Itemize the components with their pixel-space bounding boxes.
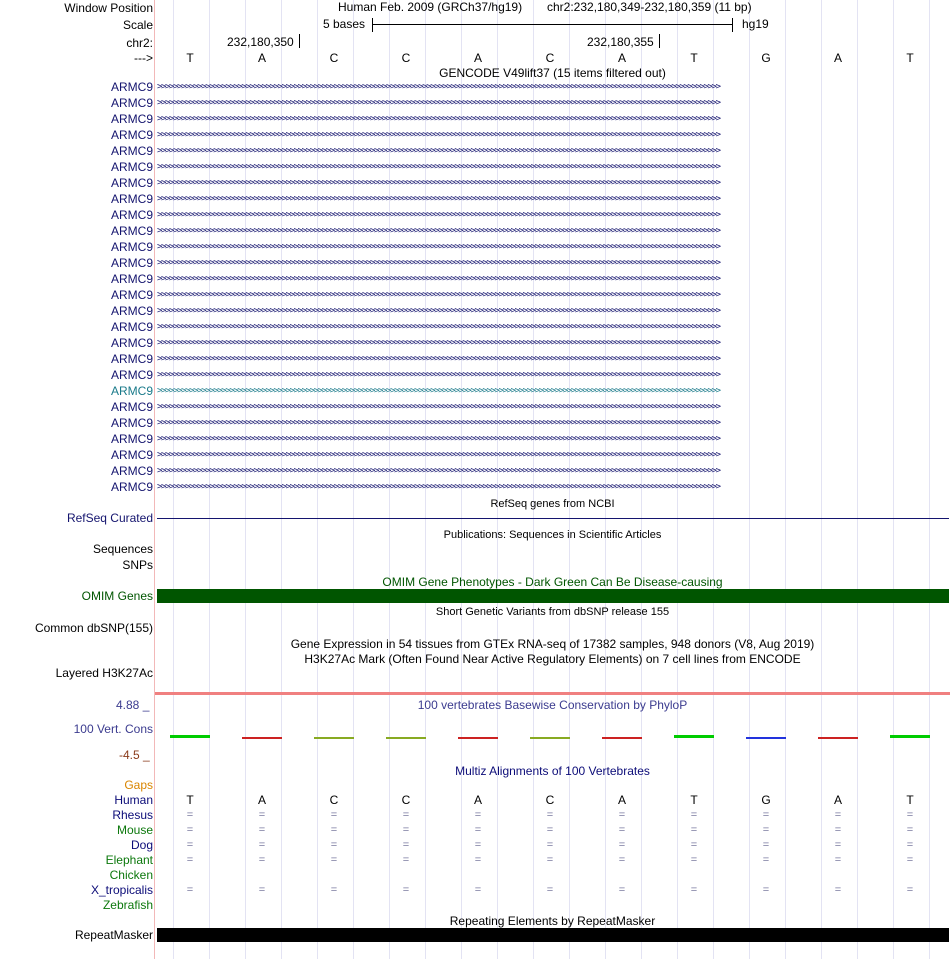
alignment-match: = [618,824,626,836]
coord-label-2: 232,180,355 [587,35,654,49]
alignment-match: = [762,809,770,821]
base-letter: A [473,51,482,65]
human-base-letter: C [401,793,411,807]
alignment-match: = [402,809,410,821]
dbsnp-label[interactable]: Common dbSNP(155) [34,621,153,635]
assembly-title: Human Feb. 2009 (GRCh37/hg19) [338,0,523,14]
alignment-match: = [762,839,770,851]
gencode-gene-model[interactable]: >>>>>>>>>>>>>>>>>>>>>>>>>>>>>>>>>>>>>>>>>>>>>>>>>>>>>>>>>>>>>>>>>>>>>>>>>>>>>>>>>>>>>>>>>>>>>>>>>>>>>>>>>>>>>>>>>>>>>>>>>>>>>>>>>>>>>>>>>>>> [157,242,720,252]
alignment-match: = [474,854,482,866]
publications-snps-label[interactable]: SNPs [122,558,153,572]
gencode-gene-model[interactable]: >>>>>>>>>>>>>>>>>>>>>>>>>>>>>>>>>>>>>>>>>>>>>>>>>>>>>>>>>>>>>>>>>>>>>>>>>>>>>>>>>>>>>>>>>>>>>>>>>>>>>>>>>>>>>>>>>>>>>>>>>>>>>>>>>>>>>>>>>>>> [157,434,720,444]
gencode-gene-label[interactable]: ARMC9 [110,480,153,494]
gencode-gene-model[interactable]: >>>>>>>>>>>>>>>>>>>>>>>>>>>>>>>>>>>>>>>>>>>>>>>>>>>>>>>>>>>>>>>>>>>>>>>>>>>>>>>>>>>>>>>>>>>>>>>>>>>>>>>>>>>>>>>>>>>>>>>>>>>>>>>>>>>>>>>>>>>> [157,114,720,124]
gencode-gene-label[interactable]: ARMC9 [110,192,153,206]
human-base-letter: C [329,793,339,807]
alignment-match: = [258,824,266,836]
base-letter: G [761,51,771,65]
alignment-match: = [906,824,914,836]
gencode-gene-label[interactable]: ARMC9 [110,448,153,462]
gencode-gene-model[interactable]: >>>>>>>>>>>>>>>>>>>>>>>>>>>>>>>>>>>>>>>>>>>>>>>>>>>>>>>>>>>>>>>>>>>>>>>>>>>>>>>>>>>>>>>>>>>>>>>>>>>>>>>>>>>>>>>>>>>>>>>>>>>>>>>>>>>>>>>>>>>> [157,354,720,364]
gridline [389,0,390,959]
gencode-gene-model[interactable]: >>>>>>>>>>>>>>>>>>>>>>>>>>>>>>>>>>>>>>>>>>>>>>>>>>>>>>>>>>>>>>>>>>>>>>>>>>>>>>>>>>>>>>>>>>>>>>>>>>>>>>>>>>>>>>>>>>>>>>>>>>>>>>>>>>>>>>>>>>>> [157,306,720,316]
gencode-gene-model[interactable]: >>>>>>>>>>>>>>>>>>>>>>>>>>>>>>>>>>>>>>>>>>>>>>>>>>>>>>>>>>>>>>>>>>>>>>>>>>>>>>>>>>>>>>>>>>>>>>>>>>>>>>>>>>>>>>>>>>>>>>>>>>>>>>>>>>>>>>>>>>>> [157,322,720,332]
alignment-match: = [402,854,410,866]
label-column-divider [154,0,155,959]
alignment-match: = [546,884,554,896]
alignment-match: = [690,884,698,896]
gridline [209,0,210,959]
gencode-gene-label[interactable]: ARMC9 [110,80,153,94]
multiz-species-label[interactable]: Zebrafish [102,898,153,912]
multiz-title: Multiz Alignments of 100 Vertebrates [455,764,650,778]
gridline [281,0,282,959]
phylop-score-mark [170,735,210,738]
strand-label: ---> [134,51,153,65]
alignment-match: = [546,854,554,866]
multiz-species-label[interactable]: Elephant [105,853,153,867]
gencode-gene-model[interactable]: >>>>>>>>>>>>>>>>>>>>>>>>>>>>>>>>>>>>>>>>>>>>>>>>>>>>>>>>>>>>>>>>>>>>>>>>>>>>>>>>>>>>>>>>>>>>>>>>>>>>>>>>>>>>>>>>>>>>>>>>>>>>>>>>>>>>>>>>>>>> [157,178,720,188]
gencode-gene-label[interactable]: ARMC9 [110,144,153,158]
base-letter: A [257,51,266,65]
alignment-match: = [330,809,338,821]
refseq-label[interactable]: RefSeq Curated [66,511,153,525]
alignment-match: = [834,839,842,851]
scale-bar [372,24,732,25]
scale-bar-left-cap [372,18,373,32]
base-letter: T [906,51,914,65]
h3k27ac-title: H3K27Ac Mark (Often Found Near Active Regulatory Elements) on 7 cell lines from ENCODE [304,652,801,666]
gridline [893,0,894,959]
alignment-match: = [546,809,554,821]
base-letter: T [186,51,194,65]
omim-label[interactable]: OMIM Genes [81,589,153,603]
alignment-match: = [906,839,914,851]
phylop-score-mark [674,735,714,738]
multiz-species-label[interactable]: Mouse [116,823,153,837]
phylop-score-mark [386,737,426,739]
phylop-score-mark [458,737,498,739]
scale-label: Scale [122,18,153,32]
gencode-gene-model[interactable]: >>>>>>>>>>>>>>>>>>>>>>>>>>>>>>>>>>>>>>>>>>>>>>>>>>>>>>>>>>>>>>>>>>>>>>>>>>>>>>>>>>>>>>>>>>>>>>>>>>>>>>>>>>>>>>>>>>>>>>>>>>>>>>>>>>>>>>>>>>>> [157,338,720,348]
gridline [245,0,246,959]
phylop-label[interactable]: 100 Vert. Cons [73,722,153,736]
alignment-match: = [762,824,770,836]
alignment-match: = [906,884,914,896]
alignment-match: = [546,824,554,836]
human-base-letter: C [545,793,555,807]
scale-bar-right-cap [732,18,733,32]
alignment-match: = [186,809,194,821]
repeatmasker-bar[interactable] [157,928,949,942]
coord-tick-2 [659,34,660,48]
gencode-gene-model[interactable]: >>>>>>>>>>>>>>>>>>>>>>>>>>>>>>>>>>>>>>>>>>>>>>>>>>>>>>>>>>>>>>>>>>>>>>>>>>>>>>>>>>>>>>>>>>>>>>>>>>>>>>>>>>>>>>>>>>>>>>>>>>>>>>>>>>>>>>>>>>>> [157,290,720,300]
gencode-gene-label[interactable]: ARMC9 [110,320,153,334]
gencode-gene-model[interactable]: >>>>>>>>>>>>>>>>>>>>>>>>>>>>>>>>>>>>>>>>>>>>>>>>>>>>>>>>>>>>>>>>>>>>>>>>>>>>>>>>>>>>>>>>>>>>>>>>>>>>>>>>>>>>>>>>>>>>>>>>>>>>>>>>>>>>>>>>>>>> [157,130,720,140]
alignment-match: = [618,884,626,896]
publications-sequences-label[interactable]: Sequences [92,542,153,556]
alignment-match: = [834,824,842,836]
gencode-gene-label[interactable]: ARMC9 [110,112,153,126]
gridline [317,0,318,959]
multiz-species-label[interactable]: Chicken [109,868,153,882]
human-base-letter: A [833,793,842,807]
gridline [533,0,534,959]
alignment-match: = [834,854,842,866]
gridline [641,0,642,959]
multiz-species-label[interactable]: Human [114,793,153,807]
phylop-score-mark [602,737,642,739]
window-position-label: Window Position [64,1,153,15]
gencode-gene-label[interactable]: ARMC9 [110,176,153,190]
gencode-gene-label[interactable]: ARMC9 [110,464,153,478]
gencode-gene-label[interactable]: ARMC9 [110,384,153,398]
phylop-max-label: 4.88 _ [116,698,150,712]
gridline [605,0,606,959]
alignment-match: = [474,824,482,836]
alignment-match: = [402,884,410,896]
db-label: hg19 [742,17,769,31]
refseq-title: RefSeq genes from NCBI [490,498,615,510]
gridline [353,0,354,959]
alignment-match: = [258,839,266,851]
chrom-label: chr2: [126,36,153,50]
human-base-letter: A [473,793,482,807]
repeatmasker-label[interactable]: RepeatMasker [74,928,153,942]
gencode-gene-label[interactable]: ARMC9 [110,128,153,142]
gencode-gene-model[interactable]: >>>>>>>>>>>>>>>>>>>>>>>>>>>>>>>>>>>>>>>>>>>>>>>>>>>>>>>>>>>>>>>>>>>>>>>>>>>>>>>>>>>>>>>>>>>>>>>>>>>>>>>>>>>>>>>>>>>>>>>>>>>>>>>>>>>>>>>>>>>> [157,210,720,220]
alignment-match: = [474,809,482,821]
gridline [713,0,714,959]
phylop-score-mark [242,737,282,739]
human-base-letter: G [761,793,771,807]
gridline [497,0,498,959]
gencode-gene-model[interactable]: >>>>>>>>>>>>>>>>>>>>>>>>>>>>>>>>>>>>>>>>>>>>>>>>>>>>>>>>>>>>>>>>>>>>>>>>>>>>>>>>>>>>>>>>>>>>>>>>>>>>>>>>>>>>>>>>>>>>>>>>>>>>>>>>>>>>>>>>>>>> [157,258,720,268]
h3k27ac-label[interactable]: Layered H3K27Ac [55,666,153,680]
alignment-match: = [474,839,482,851]
gtex-title: Gene Expression in 54 tissues from GTEx RNA-seq of 17382 samples, 948 donors (V8, Aug 2019) [290,637,815,651]
alignment-match: = [402,839,410,851]
human-base-letter: T [690,793,698,807]
alignment-match: = [834,884,842,896]
gridline [569,0,570,959]
publications-title: Publications: Sequences in Scientific Articles [443,529,662,541]
gencode-gene-label[interactable]: ARMC9 [110,400,153,414]
human-base-letter: T [186,793,194,807]
base-letter: A [617,51,626,65]
gencode-gene-model[interactable]: >>>>>>>>>>>>>>>>>>>>>>>>>>>>>>>>>>>>>>>>>>>>>>>>>>>>>>>>>>>>>>>>>>>>>>>>>>>>>>>>>>>>>>>>>>>>>>>>>>>>>>>>>>>>>>>>>>>>>>>>>>>>>>>>>>>>>>>>>>>> [157,274,720,284]
gencode-gene-label[interactable]: ARMC9 [110,352,153,366]
multiz-species-label[interactable]: Rhesus [112,808,153,822]
gencode-gene-model[interactable]: >>>>>>>>>>>>>>>>>>>>>>>>>>>>>>>>>>>>>>>>>>>>>>>>>>>>>>>>>>>>>>>>>>>>>>>>>>>>>>>>>>>>>>>>>>>>>>>>>>>>>>>>>>>>>>>>>>>>>>>>>>>>>>>>>>>>>>>>>>>> [157,386,720,396]
gencode-gene-label[interactable]: ARMC9 [110,304,153,318]
gencode-gene-model[interactable]: >>>>>>>>>>>>>>>>>>>>>>>>>>>>>>>>>>>>>>>>>>>>>>>>>>>>>>>>>>>>>>>>>>>>>>>>>>>>>>>>>>>>>>>>>>>>>>>>>>>>>>>>>>>>>>>>>>>>>>>>>>>>>>>>>>>>>>>>>>>> [157,82,720,92]
gencode-gene-model[interactable]: >>>>>>>>>>>>>>>>>>>>>>>>>>>>>>>>>>>>>>>>>>>>>>>>>>>>>>>>>>>>>>>>>>>>>>>>>>>>>>>>>>>>>>>>>>>>>>>>>>>>>>>>>>>>>>>>>>>>>>>>>>>>>>>>>>>>>>>>>>>> [157,482,720,492]
multiz-species-label[interactable]: Dog [130,838,153,852]
alignment-match: = [762,854,770,866]
phylop-score-mark [818,737,858,739]
gencode-gene-model[interactable]: >>>>>>>>>>>>>>>>>>>>>>>>>>>>>>>>>>>>>>>>>>>>>>>>>>>>>>>>>>>>>>>>>>>>>>>>>>>>>>>>>>>>>>>>>>>>>>>>>>>>>>>>>>>>>>>>>>>>>>>>>>>>>>>>>>>>>>>>>>>> [157,418,720,428]
alignment-match: = [690,824,698,836]
gaps-label[interactable]: Gaps [124,778,153,792]
gridline [785,0,786,959]
repeatmasker-title: Repeating Elements by RepeatMasker [449,914,656,928]
gencode-gene-model[interactable]: >>>>>>>>>>>>>>>>>>>>>>>>>>>>>>>>>>>>>>>>>>>>>>>>>>>>>>>>>>>>>>>>>>>>>>>>>>>>>>>>>>>>>>>>>>>>>>>>>>>>>>>>>>>>>>>>>>>>>>>>>>>>>>>>>>>>>>>>>>>> [157,146,720,156]
alignment-match: = [258,884,266,896]
coord-label-1: 232,180,350 [227,35,294,49]
alignment-match: = [906,854,914,866]
gencode-gene-model[interactable]: >>>>>>>>>>>>>>>>>>>>>>>>>>>>>>>>>>>>>>>>>>>>>>>>>>>>>>>>>>>>>>>>>>>>>>>>>>>>>>>>>>>>>>>>>>>>>>>>>>>>>>>>>>>>>>>>>>>>>>>>>>>>>>>>>>>>>>>>>>>> [157,226,720,236]
gridline [929,0,930,959]
alignment-match: = [330,839,338,851]
gridline [857,0,858,959]
base-letter: C [545,51,555,65]
gridline [749,0,750,959]
phylop-score-mark [530,737,570,739]
gridline [425,0,426,959]
gencode-gene-label[interactable]: ARMC9 [110,96,153,110]
phylop-title: 100 vertebrates Basewise Conservation by PhyloP [417,698,688,712]
scale-text: 5 bases [323,17,366,31]
gencode-gene-label[interactable]: ARMC9 [110,336,153,350]
alignment-match: = [474,884,482,896]
alignment-match: = [546,839,554,851]
phylop-min-label: -4.5 _ [119,748,150,762]
base-letter: C [329,51,339,65]
gridline [821,0,822,959]
base-letter: C [401,51,411,65]
section-divider [155,692,950,695]
gencode-gene-model[interactable]: >>>>>>>>>>>>>>>>>>>>>>>>>>>>>>>>>>>>>>>>>>>>>>>>>>>>>>>>>>>>>>>>>>>>>>>>>>>>>>>>>>>>>>>>>>>>>>>>>>>>>>>>>>>>>>>>>>>>>>>>>>>>>>>>>>>>>>>>>>>> [157,466,720,476]
base-letter: T [690,51,698,65]
phylop-score-mark [890,735,930,738]
alignment-match: = [330,824,338,836]
gencode-gene-label[interactable]: ARMC9 [110,368,153,382]
phylop-score-mark [746,737,786,739]
position-readout: chr2:232,180,349-232,180,359 (11 bp) [547,0,752,14]
gencode-gene-model[interactable]: >>>>>>>>>>>>>>>>>>>>>>>>>>>>>>>>>>>>>>>>>>>>>>>>>>>>>>>>>>>>>>>>>>>>>>>>>>>>>>>>>>>>>>>>>>>>>>>>>>>>>>>>>>>>>>>>>>>>>>>>>>>>>>>>>>>>>>>>>>>> [157,98,720,108]
alignment-match: = [186,854,194,866]
gridline [461,0,462,959]
alignment-match: = [330,884,338,896]
alignment-match: = [690,809,698,821]
alignment-match: = [402,824,410,836]
alignment-match: = [258,809,266,821]
human-base-letter: A [257,793,266,807]
alignment-match: = [618,809,626,821]
gencode-gene-label[interactable]: ARMC9 [110,256,153,270]
gencode-title: GENCODE V49lift37 (15 items filtered out) [439,66,666,80]
gencode-gene-model[interactable]: >>>>>>>>>>>>>>>>>>>>>>>>>>>>>>>>>>>>>>>>>>>>>>>>>>>>>>>>>>>>>>>>>>>>>>>>>>>>>>>>>>>>>>>>>>>>>>>>>>>>>>>>>>>>>>>>>>>>>>>>>>>>>>>>>>>>>>>>>>>> [157,162,720,172]
phylop-score-mark [314,737,354,739]
alignment-match: = [186,824,194,836]
gencode-gene-label[interactable]: ARMC9 [110,224,153,238]
human-base-letter: A [617,793,626,807]
alignment-match: = [762,884,770,896]
gencode-gene-label[interactable]: ARMC9 [110,416,153,430]
refseq-gene-line[interactable] [157,518,949,519]
coord-tick-1 [299,34,300,48]
alignment-match: = [186,884,194,896]
gencode-gene-label[interactable]: ARMC9 [110,160,153,174]
multiz-species-label[interactable]: X_tropicalis [90,883,153,897]
dbsnp-title: Short Genetic Variants from dbSNP release 155 [435,606,670,618]
gencode-gene-model[interactable]: >>>>>>>>>>>>>>>>>>>>>>>>>>>>>>>>>>>>>>>>>>>>>>>>>>>>>>>>>>>>>>>>>>>>>>>>>>>>>>>>>>>>>>>>>>>>>>>>>>>>>>>>>>>>>>>>>>>>>>>>>>>>>>>>>>>>>>>>>>>> [157,402,720,412]
human-base-letter: T [906,793,914,807]
alignment-match: = [186,839,194,851]
alignment-match: = [258,854,266,866]
alignment-match: = [330,854,338,866]
alignment-match: = [618,839,626,851]
alignment-match: = [834,809,842,821]
gridline [173,0,174,959]
gencode-gene-label[interactable]: ARMC9 [110,208,153,222]
gencode-gene-model[interactable]: >>>>>>>>>>>>>>>>>>>>>>>>>>>>>>>>>>>>>>>>>>>>>>>>>>>>>>>>>>>>>>>>>>>>>>>>>>>>>>>>>>>>>>>>>>>>>>>>>>>>>>>>>>>>>>>>>>>>>>>>>>>>>>>>>>>>>>>>>>>> [157,450,720,460]
alignment-match: = [690,839,698,851]
gencode-gene-model[interactable]: >>>>>>>>>>>>>>>>>>>>>>>>>>>>>>>>>>>>>>>>>>>>>>>>>>>>>>>>>>>>>>>>>>>>>>>>>>>>>>>>>>>>>>>>>>>>>>>>>>>>>>>>>>>>>>>>>>>>>>>>>>>>>>>>>>>>>>>>>>>> [157,370,720,380]
base-letter: A [833,51,842,65]
gencode-gene-label[interactable]: ARMC9 [110,272,153,286]
omim-gene-bar[interactable] [157,589,949,603]
alignment-match: = [906,809,914,821]
gencode-gene-label[interactable]: ARMC9 [110,288,153,302]
gencode-gene-label[interactable]: ARMC9 [110,432,153,446]
omim-title: OMIM Gene Phenotypes - Dark Green Can Be Disease-causing [382,575,723,589]
gencode-gene-label[interactable]: ARMC9 [110,240,153,254]
alignment-match: = [618,854,626,866]
gencode-gene-model[interactable]: >>>>>>>>>>>>>>>>>>>>>>>>>>>>>>>>>>>>>>>>>>>>>>>>>>>>>>>>>>>>>>>>>>>>>>>>>>>>>>>>>>>>>>>>>>>>>>>>>>>>>>>>>>>>>>>>>>>>>>>>>>>>>>>>>>>>>>>>>>>> [157,194,720,204]
alignment-match: = [690,854,698,866]
gridline [677,0,678,959]
